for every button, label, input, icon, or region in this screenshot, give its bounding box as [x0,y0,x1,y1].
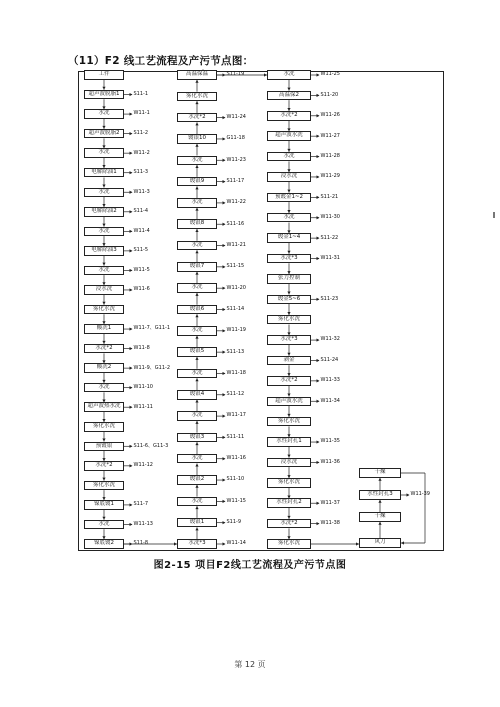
arrowhead [195,357,198,360]
process-step: 浸水洗 [267,172,311,182]
pollutant-label: S11-13 [226,348,245,355]
pollutant-label: S11-2 [133,130,149,137]
process-step: 镀金5~6 [267,295,311,305]
process-step: 水洗 [84,266,124,276]
arrowhead [317,216,320,219]
arrowhead [195,463,198,466]
process-step: 水洗 [177,411,217,421]
pollutant-label: W11-29 [320,173,340,180]
process-step: 水性封孔1 [267,437,311,447]
arrowhead [223,308,226,311]
pollutant-label: W11-15 [226,497,246,504]
process-step: 镀银5 [177,347,217,357]
arrowhead [130,249,133,252]
pollutant-label: W11-24 [226,114,246,121]
process-step: 高温保2 [267,91,311,101]
arrowhead [317,400,320,403]
arrowhead [223,265,226,268]
pollutant-label: W11-14 [226,540,246,547]
pollutant-label: G11-18 [226,135,245,142]
pollutant-label: S11-23 [320,295,339,302]
arrowhead [130,464,133,467]
pollutant-label: S11-4 [133,208,149,215]
process-step: 雾化水洗 [84,481,124,491]
figure-heading: （11）F2 线工艺流程及产污节点图： [68,55,254,67]
process-step: 水洗 [177,241,217,251]
arrowhead [317,135,320,138]
pollutant-label: W11-32 [320,336,340,343]
process-step: 水洗 [267,213,311,223]
arrowhead [223,116,226,119]
pollutant-label: W11-33 [320,377,340,384]
scan-mark [493,212,495,218]
arrowhead [195,165,198,168]
pollutant-label: S11-12 [226,391,245,398]
arrowhead [317,379,320,382]
arrowhead [317,175,320,178]
process-step: 电解除油2 [84,207,124,217]
arrowhead [223,521,226,524]
process-step: 水洗*3 [267,254,311,264]
arrowhead [223,478,226,481]
arrowhead [317,73,320,76]
arrowhead [195,400,198,403]
arrowhead [195,485,198,488]
process-step: 镀金1~4 [267,233,311,243]
arrowhead [130,523,133,526]
arrowhead [317,237,320,240]
process-step: 镀银9 [177,177,217,187]
pollutant-label: W11-10 [133,384,153,391]
process-step: 水洗 [84,109,124,119]
process-step: 水性封孔3 [359,490,401,500]
pollutant-label: S11-7 [133,501,149,508]
arrowhead [195,314,198,317]
process-step: 雾化水洗 [84,422,124,432]
arrowhead [223,223,226,226]
arrowhead [223,393,226,396]
arrowhead [130,327,133,330]
arrowhead [195,80,198,83]
pollutant-label: S11-10 [226,476,245,483]
process-step: 水洗 [84,520,124,530]
process-step: 水洗 [84,148,124,158]
process-step: 超声波脱脂1 [84,90,124,100]
process-step: 电解除油1 [84,168,124,178]
process-step: 雾化水洗 [267,315,311,325]
arrowhead [317,298,320,301]
arrowhead [130,445,133,448]
arrowhead [195,442,198,445]
process-step: 超声波脱脂2 [84,129,124,139]
process-step: 水洗 [177,369,217,379]
pollutant-label: W11-7、G11-1 [133,325,171,332]
pollutant-label: S11-5 [133,247,149,254]
arrowhead [195,122,198,125]
pollutant-label: W11-37 [320,499,340,506]
arrowhead [378,500,381,503]
arrowhead [223,180,226,183]
process-step: 水洗 [177,198,217,208]
process-step: 浸水洗 [267,458,311,468]
pollutant-label: W11-11 [133,403,153,410]
process-step: 张力控制 [267,274,311,284]
pollutant-label: S11-24 [320,356,339,363]
process-step: 工件 [84,70,124,80]
pollutant-label: W11-4 [133,227,150,234]
process-step: 酸洗1 [84,324,124,334]
pollutant-label: W11-13 [133,520,153,527]
arrowhead [223,500,226,503]
pollutant-label: S11-6、G11-3 [133,442,169,449]
arrowhead [195,229,198,232]
process-step: 水洗*2 [84,461,124,471]
arrowhead [130,152,133,155]
pollutant-label: W11-3 [133,188,150,195]
pollutant-label: W11-19 [226,327,246,334]
process-step: 镀银7 [177,262,217,272]
pollutant-label: S11-22 [320,234,339,241]
arrowhead [223,414,226,417]
pollutant-label: W11-17 [226,412,246,419]
process-step: 水洗 [84,227,124,237]
process-step: 酸洗2 [84,363,124,373]
pollutant-label: W11-28 [320,152,340,159]
arrowhead [223,137,226,140]
arrowhead [378,522,381,525]
process-step: 水洗*3 [177,539,217,549]
pollutant-label: S11-17 [226,177,245,184]
process-step: 水洗 [177,326,217,336]
pollutant-label: W11-38 [320,520,340,526]
process-step: 高温保温 [177,70,217,80]
process-step: 雾化水洗 [267,417,311,427]
arrowhead [195,186,198,189]
process-step: 镍底镀1 [84,500,124,510]
arrowhead [130,406,133,409]
pollutant-label: W11-18 [226,369,246,376]
arrowhead [317,502,320,505]
arrowhead [223,436,226,439]
process-step: 水洗*3 [267,335,311,345]
pollutant-label: W11-26 [320,112,340,119]
pollutant-label: W11-31 [320,254,340,261]
arrowhead [317,440,320,443]
pollutant-label: S11-20 [320,91,339,98]
arrowhead [130,503,133,506]
pollutant-label: W11-8 [133,344,150,351]
pollutant-label: W11-23 [226,156,246,163]
pollutant-label: W11-35 [320,438,340,445]
pollutant-label: S11-8 [133,540,149,547]
arrowhead [317,257,320,260]
process-step: 超声波热水洗 [84,402,124,412]
arrowhead [317,522,320,525]
process-step: 水性封孔2 [267,498,311,508]
arrowhead [317,461,320,464]
pollutant-label: W11-21 [226,241,246,248]
process-step: 水洗 [177,454,217,464]
pollutant-label: W11-30 [320,214,340,221]
arrowhead [195,272,198,275]
arrowhead [195,336,198,339]
arrowhead [195,293,198,296]
process-step: 雾化水洗 [267,478,311,488]
arrowhead [195,250,198,253]
arrowhead [223,372,226,375]
arrowhead [223,244,226,247]
process-step: 镀银10 [177,134,217,144]
process-step: 水洗 [177,156,217,166]
process-step: 雾化水洗 [84,305,124,315]
pollutant-label: W11-9、G11-2 [133,364,171,371]
process-step: 水洗 [177,283,217,293]
arrowhead [195,421,198,424]
arrowhead [401,541,404,544]
arrowhead [130,171,133,174]
process-step: 雾化水洗 [267,539,311,549]
process-step: 镀银1 [177,518,217,528]
pollutant-label: W11-16 [226,455,246,462]
arrowhead [317,338,320,341]
pollutant-label: W11-2 [133,149,150,156]
process-step: 超声波水洗 [267,131,311,141]
process-step: 水洗 [267,70,311,80]
arrowhead [223,159,226,162]
process-step: 预镀银 [84,442,124,452]
pollutant-label: W11-34 [320,397,340,404]
arrowhead [195,101,198,104]
pollutant-label: S11-1 [133,90,149,97]
process-step: 浸水洗 [84,285,124,295]
arrowhead [378,478,381,481]
arrowhead [195,378,198,381]
arrowhead [195,144,198,147]
arrowhead [223,542,226,545]
arrowhead [130,288,133,291]
arrowhead [317,114,320,117]
process-step: 水洗 [267,152,311,162]
pollutant-label: S11-16 [226,220,245,227]
arrowhead [223,201,226,204]
process-step: 水洗 [84,188,124,198]
arrowhead [130,191,133,194]
page-number: 第 12 页 [234,660,266,669]
arrowhead [130,132,133,135]
process-step: 镀银4 [177,390,217,400]
pollutant-label: W11-39 [410,491,430,498]
pollutant-label: W11-27 [320,132,340,139]
arrowhead [130,367,133,370]
pollutant-label: W11-12 [133,462,153,469]
process-step: 雾化水洗 [177,92,217,102]
pollutant-label: S11-3 [133,169,149,176]
arrowhead [130,93,133,96]
process-step: 水洗*2 [267,376,311,386]
arrowhead [195,506,198,509]
arrowhead [130,386,133,389]
arrowhead [317,196,320,199]
arrowhead [130,347,133,350]
process-step: 风刀 [359,538,401,548]
process-step: 水洗 [84,383,124,393]
pollutant-label: W11-36 [320,458,340,465]
process-step: 预镀金1~2 [267,193,311,203]
pollutant-label: W11-5 [133,266,150,273]
process-step: 电解除油3 [84,246,124,256]
process-step: 干燥 [359,468,401,478]
process-step: 水洗*2 [267,111,311,121]
pollutant-label: W11-22 [226,199,246,206]
figure-caption: 图2-15 项目F2线工艺流程及产污节点图 [153,560,347,571]
arrowhead [223,287,226,290]
pollutant-label: W11-25 [320,71,340,78]
pollutant-label: S11-21 [320,193,339,200]
arrowhead [130,210,133,213]
pollutant-label: W11-6 [133,286,150,293]
pollutant-label: S11-9 [226,519,242,526]
process-step: 镀银3 [177,433,217,443]
process-step: 镀银6 [177,305,217,315]
arrowhead [407,493,410,496]
pollutant-label: S11-19 [226,71,245,78]
arrowhead [130,269,133,272]
arrowhead [130,112,133,115]
arrowhead [223,329,226,332]
arrowhead [223,351,226,354]
process-step: 超声波水洗 [267,397,311,407]
process-step: 水洗*2 [177,113,217,123]
arrowhead [317,359,320,362]
arrowhead [223,457,226,460]
pollutant-label: S11-14 [226,305,245,312]
arrowhead [130,230,133,233]
pollutant-label: W11-20 [226,284,246,291]
process-step: 镍底镀2 [84,539,124,549]
process-step: 镀银2 [177,475,217,485]
process-step: 水洗*2 [84,344,124,354]
arrowhead [195,527,198,530]
pollutant-label: S11-15 [226,263,245,270]
process-step: 水洗 [177,497,217,507]
process-step: 水洗*2 [267,519,311,529]
process-step: 剥金 [267,356,311,366]
arrowhead [317,94,320,97]
pollutant-label: S11-11 [226,433,245,440]
arrowhead [317,155,320,158]
arrowhead [195,208,198,211]
process-step: 镀银8 [177,219,217,229]
process-step: 干燥 [359,512,401,522]
pollutant-label: W11-1 [133,110,150,117]
